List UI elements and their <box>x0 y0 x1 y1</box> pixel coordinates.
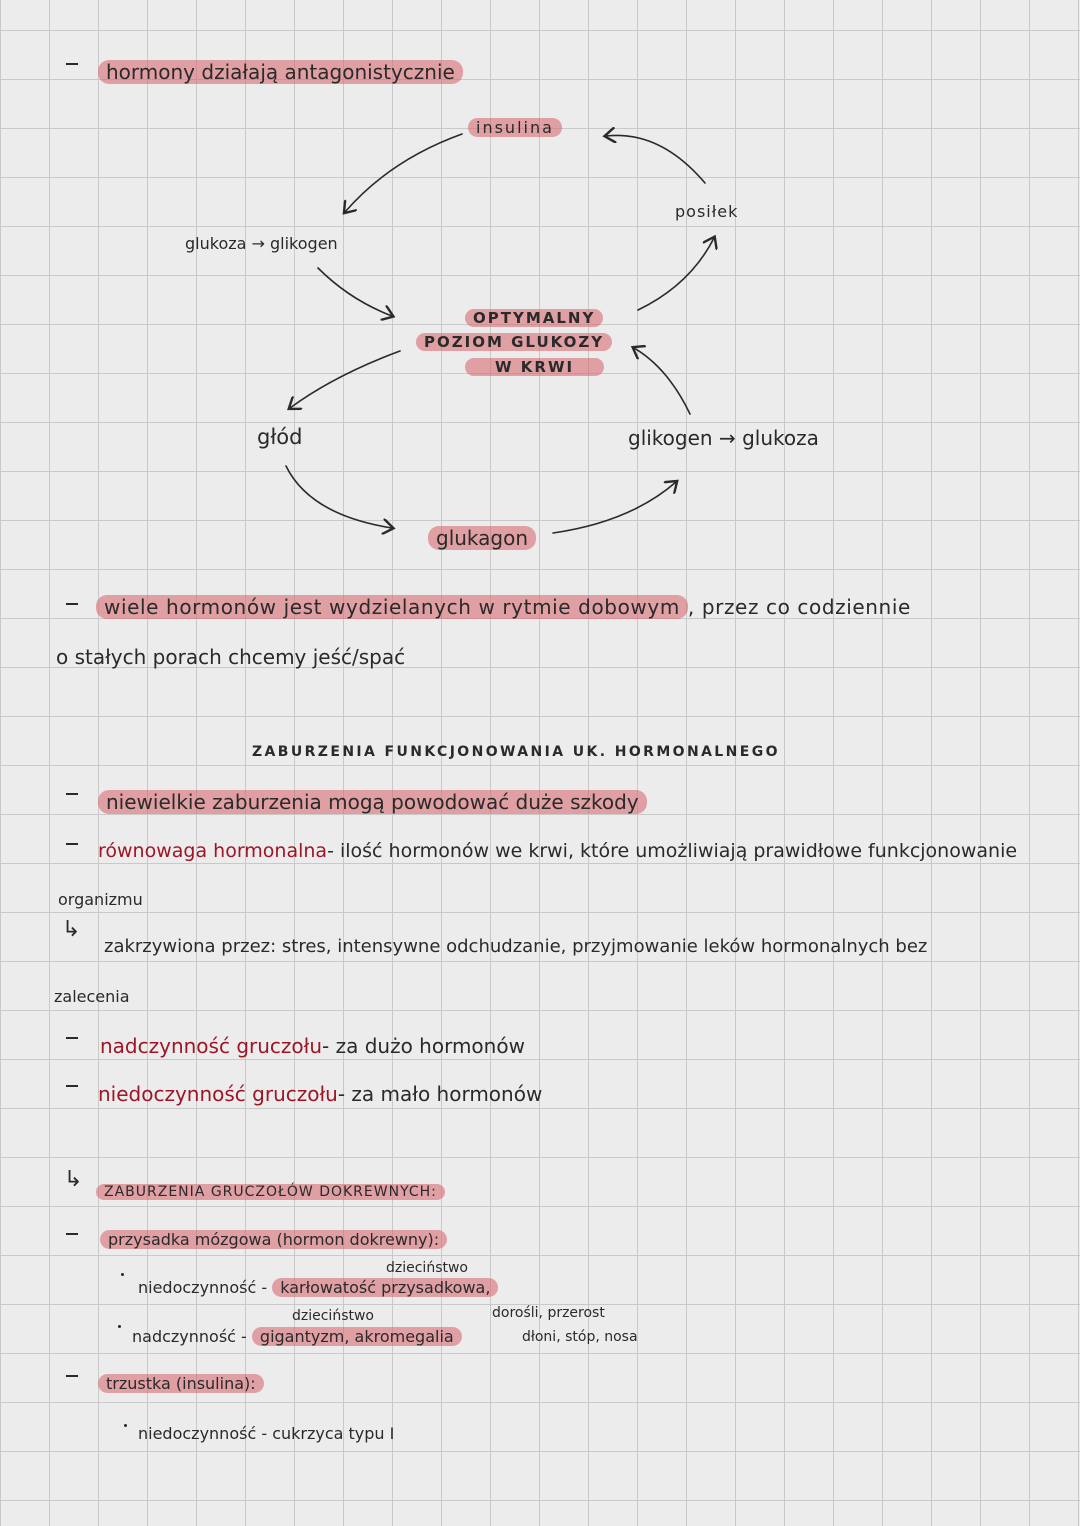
pituitary-hypo-note: dzieciństwo <box>386 1260 468 1276</box>
bullet-dash <box>66 603 78 605</box>
pituitary-hyper-note-adult: dorośli, przerost <box>492 1305 605 1321</box>
pituitary-hyper-note-adult2: dłoni, stóp, nosa <box>522 1329 638 1345</box>
pituitary-line: przysadka mózgowa (hormon dokrewny): <box>100 1228 447 1252</box>
glucose-cycle-arrows <box>0 0 1080 600</box>
pancreas-line: trzustka (insulina): <box>98 1372 264 1396</box>
section-title: ZABURZENIA FUNKCJONOWANIA UK. HORMONALNEGO <box>252 744 780 760</box>
glands-disorders-title: ZABURZENIA GRUCZOŁÓW DOKREWNYCH: <box>96 1180 445 1204</box>
disturbed-by-line: zakrzywiona przez: stres, intensywne odchudzanie, przyjmowanie leków hormonalnych bez <box>104 936 928 957</box>
bullet-dash <box>66 843 78 845</box>
hypofunction-line: niedoczynność gruczołu- za mało hormonów <box>98 1082 543 1106</box>
glod-node: głód <box>257 425 303 449</box>
return-arrow-icon: ↳ <box>62 917 81 942</box>
insulina-node: insulina <box>468 116 562 140</box>
bullet-dot <box>118 1325 121 1328</box>
posilek-node: posiłek <box>675 202 739 221</box>
glukagon-node: glukagon <box>428 526 536 550</box>
highlight: hormony działają antagonistycznie <box>98 60 463 84</box>
circadian-rhythm-line2: o stałych porach chcemy jeść/spać <box>56 645 406 669</box>
pituitary-hyper-note-child: dzieciństwo <box>292 1308 374 1324</box>
small-disorders-line: niewielkie zaburzenia mogą powodować duże szkody <box>98 790 647 814</box>
circadian-rhythm-line: wiele hormonów jest wydzielanych w rytmie dobowym , przez co codziennie <box>96 595 911 619</box>
hyperfunction-line: nadczynność gruczołu- za dużo hormonów <box>100 1034 525 1058</box>
return-arrow-icon: ↳ <box>64 1167 83 1192</box>
optimal-level-line3: W KRWI <box>465 355 604 379</box>
bullet-dash <box>66 1085 78 1087</box>
optimal-level-line1: OPTYMALNY <box>465 306 603 330</box>
glikogen-to-glukoza-node: glikogen → glukoza <box>628 426 819 450</box>
hormonal-balance-line2: organizmu <box>58 890 143 909</box>
bullet-dash <box>66 1375 78 1377</box>
bullet-dash <box>66 793 78 795</box>
disturbed-by-line2: zalecenia <box>54 987 130 1006</box>
pituitary-hypo-line: niedoczynność - karłowatość przysadkowa, <box>138 1276 498 1300</box>
optimal-level-line2: POZIOM GLUKOZY <box>416 330 612 354</box>
bullet-dot <box>124 1424 127 1427</box>
bullet-dot <box>121 1273 124 1276</box>
bullet-dash <box>66 1037 78 1039</box>
bullet-dash <box>66 1233 78 1235</box>
pancreas-hypo-line: niedoczynność - cukrzyca typu I <box>138 1424 395 1443</box>
pituitary-hyper-line: nadczynność - gigantyzm, akromegalia <box>132 1325 462 1349</box>
hormonal-balance-line: równowaga hormonalna- ilość hormonów we krwi, które umożliwiają prawidłowe funkcjonowanie <box>98 840 1018 862</box>
glukoza-to-glikogen-node: glukoza → glikogen <box>185 234 338 253</box>
